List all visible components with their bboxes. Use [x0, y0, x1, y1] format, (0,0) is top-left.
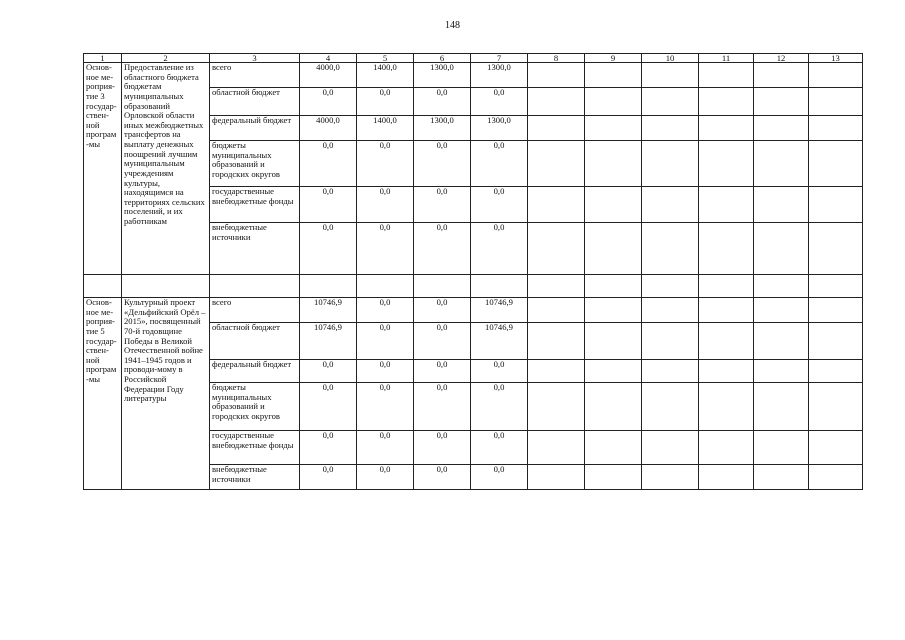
- value-cell: 0,0: [414, 383, 471, 431]
- value-cell: 1300,0: [414, 63, 471, 88]
- spacer-row: [84, 275, 863, 298]
- value-cell: 0,0: [300, 431, 357, 465]
- funding-source-cell: всего: [210, 63, 300, 88]
- column-header: 6: [414, 54, 471, 63]
- value-cell: 0,0: [414, 298, 471, 323]
- value-cell: 0,0: [414, 431, 471, 465]
- value-cell: 0,0: [414, 88, 471, 116]
- column-header: 8: [528, 54, 585, 63]
- value-cell: 0,0: [300, 383, 357, 431]
- budget-table: [83, 53, 863, 490]
- value-cell: 0,0: [471, 431, 528, 465]
- value-cell: 0,0: [300, 360, 357, 383]
- value-cell: 10746,9: [471, 323, 528, 360]
- funding-source-cell: внебюджетные источники: [210, 465, 300, 490]
- value-cell: 0,0: [471, 360, 528, 383]
- value-cell: 0,0: [300, 465, 357, 490]
- value-cell: 0,0: [300, 187, 357, 223]
- value-cell: 0,0: [471, 465, 528, 490]
- event-name-cell: Основ-ное ме-роприя-тие 5 государ-ствен-ной програм-мы: [84, 298, 122, 490]
- funding-source-cell: государственные внебюджетные фонды: [210, 431, 300, 465]
- column-header: 12: [754, 54, 809, 63]
- value-cell: 4000,0: [300, 116, 357, 141]
- value-cell: 1400,0: [357, 116, 414, 141]
- column-header: 1: [84, 54, 122, 63]
- value-cell: 1300,0: [471, 63, 528, 88]
- header-row: [84, 54, 863, 63]
- table-row: [84, 63, 863, 88]
- funding-source-cell: государственные внебюджетные фонды: [210, 187, 300, 223]
- value-cell: 0,0: [357, 360, 414, 383]
- value-cell: 0,0: [357, 88, 414, 116]
- value-cell: 0,0: [471, 88, 528, 116]
- value-cell: 0,0: [414, 223, 471, 275]
- value-cell: 0,0: [357, 465, 414, 490]
- funding-source-cell: бюджеты муниципальных образований и городских округов: [210, 383, 300, 431]
- value-cell: 0,0: [300, 141, 357, 187]
- event-description-cell: Культурный проект «Дельфийский Орёл – 2015», посвященный 70-й годовщине Победы в Великой Отечественной войне 1941–1945 годов и проводи-мому в Российской Федерации Году литературы: [122, 298, 210, 490]
- value-cell: 1300,0: [471, 116, 528, 141]
- value-cell: 0,0: [357, 323, 414, 360]
- column-header: 13: [809, 54, 863, 63]
- value-cell: 1300,0: [414, 116, 471, 141]
- value-cell: 0,0: [471, 187, 528, 223]
- value-cell: 0,0: [357, 298, 414, 323]
- table-row: [84, 298, 863, 323]
- column-header: 7: [471, 54, 528, 63]
- funding-source-cell: областной бюджет: [210, 323, 300, 360]
- funding-source-cell: внебюджетные источники: [210, 223, 300, 275]
- value-cell: 0,0: [414, 187, 471, 223]
- funding-source-cell: бюджеты муниципальных образований и городских округов: [210, 141, 300, 187]
- value-cell: 0,0: [357, 223, 414, 275]
- value-cell: 0,0: [300, 223, 357, 275]
- column-header: 4: [300, 54, 357, 63]
- column-header: 3: [210, 54, 300, 63]
- value-cell: 0,0: [471, 141, 528, 187]
- funding-source-cell: федеральный бюджет: [210, 360, 300, 383]
- event-name-cell: Основ-ное ме-роприя-тие 3 государ-ствен-ной програм-мы: [84, 63, 122, 275]
- funding-source-cell: областной бюджет: [210, 88, 300, 116]
- value-cell: 0,0: [357, 383, 414, 431]
- value-cell: 10746,9: [471, 298, 528, 323]
- value-cell: 0,0: [357, 431, 414, 465]
- event-description-cell: Предоставление из областного бюджета бюджетам муниципальных образований Орловской области иных межбюджетных трансфертов на выплату денежных поощрений лучшим муниципальным учреждениям культуры, находящимся на территориях сельских поселений, и их работникам: [122, 63, 210, 275]
- column-header: 2: [122, 54, 210, 63]
- column-header: 10: [642, 54, 699, 63]
- value-cell: 1400,0: [357, 63, 414, 88]
- value-cell: 0,0: [414, 323, 471, 360]
- value-cell: 0,0: [300, 88, 357, 116]
- value-cell: 0,0: [414, 141, 471, 187]
- value-cell: 10746,9: [300, 298, 357, 323]
- value-cell: 4000,0: [300, 63, 357, 88]
- value-cell: 10746,9: [300, 323, 357, 360]
- column-header: 11: [699, 54, 754, 63]
- column-header: 9: [585, 54, 642, 63]
- value-cell: 0,0: [471, 383, 528, 431]
- value-cell: 0,0: [357, 141, 414, 187]
- page-number: 148: [445, 20, 460, 31]
- value-cell: 0,0: [471, 223, 528, 275]
- funding-source-cell: федеральный бюджет: [210, 116, 300, 141]
- value-cell: 0,0: [414, 360, 471, 383]
- value-cell: 0,0: [414, 465, 471, 490]
- value-cell: 0,0: [357, 187, 414, 223]
- column-header: 5: [357, 54, 414, 63]
- funding-source-cell: всего: [210, 298, 300, 323]
